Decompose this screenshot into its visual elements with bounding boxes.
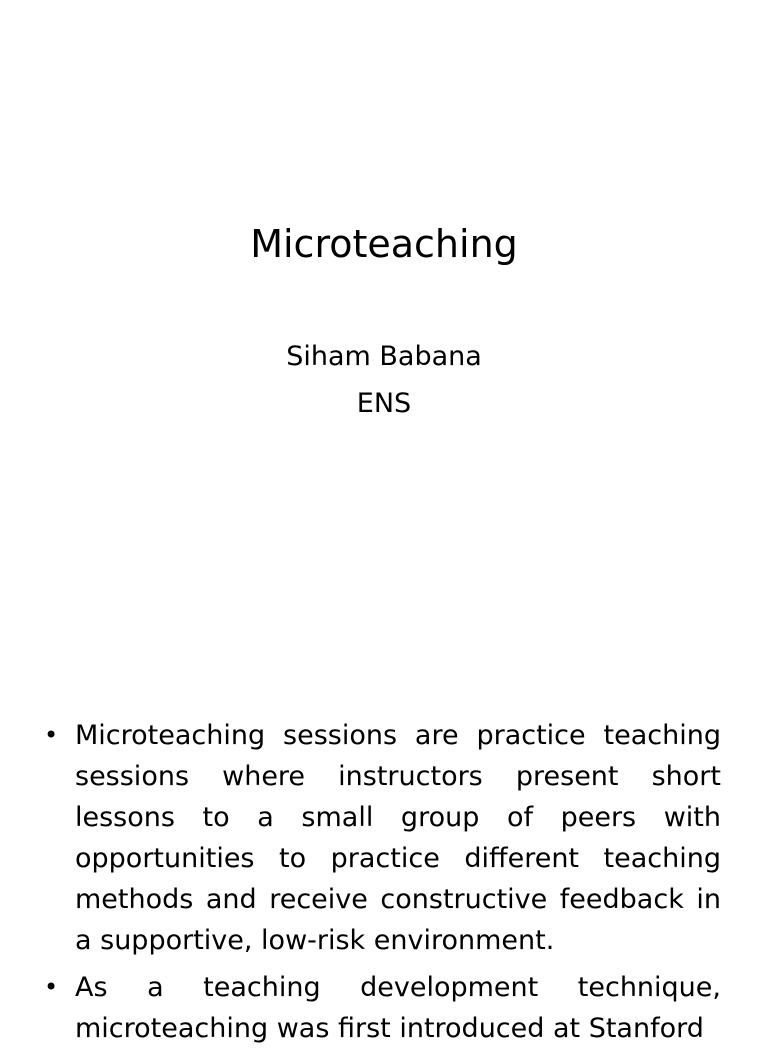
bullet-text: Microteaching sessions are practice teaching sessions where instructors present short lessons to a small group of peers with opportunities to practice different teaching methods and receive constructive feedback in a supportive, low-risk environment.: [75, 720, 721, 956]
bullet-list: [0, 715, 768, 1055]
slide-title: Microteaching: [250, 222, 518, 266]
bullet-item: [0, 967, 768, 1049]
bullet-icon: •: [44, 973, 59, 1001]
author-name: Siham Babana: [286, 341, 482, 372]
bullet-item: [0, 715, 768, 961]
bullet-text: As a teaching development technique, microteaching was first introduced at Stanford: [75, 972, 721, 1044]
slide-subtitle: [0, 333, 768, 427]
institution-name: ENS: [356, 388, 412, 419]
bullet-icon: •: [44, 721, 59, 749]
